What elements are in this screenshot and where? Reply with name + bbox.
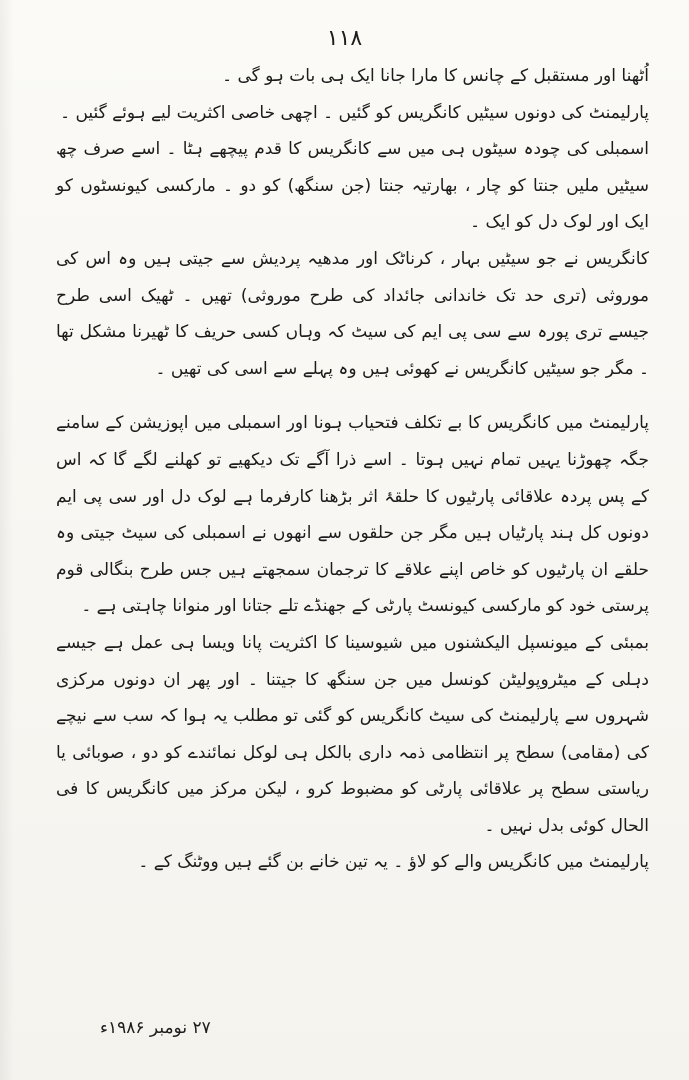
paragraph-2: پارلیمنٹ کی دونوں سیٹیں کانگریس کو گئیں ۔ اچھی خاصی اکثریت لیے ہوئے گئیں ۔ (60, 102, 649, 123)
paragraph-1: اُٹھنا اور مستقبل کے چانس کا مارا جانا ایک ہی بات ہو گی ۔ (222, 66, 649, 86)
paragraph-6: بمبئی کے میونسپل الیکشنوں میں شیوسینا کا اکثریت پانا ویسا ہی عمل ہے جیسے دہلی کے میٹروپولیٹن کونسل میں جن سنگھ کا جیتنا ۔ اور پھر ان دونوں مرکزی شہروں سے پارلیمنٹ کی سیٹ کانگریس کو گئی تو مطلب یہ ہوا کہ سب سے نیچے کی (مقامی) سطح پر انتظامی ذمہ داری بالکل ہی لوکل نمائندے کو دو ، صوبائی یا ریاستی سطح پر علاقائی پارٹی کو مضبوط کرو ، لیکن مرکز میں کانگریس کا فی الحال کوئی بدل نہیں ۔ (56, 632, 649, 836)
paragraph-5: پارلیمنٹ میں کانگریس کا بے تکلف فتحیاب ہونا اور اسمبلی میں اپوزیشن کے سامنے جگہ چھوڑنا یہیں تمام نہیں ہوتا ۔ اسے ذرا آگے تک دیکھیے تو کھلنے لگے گا کہ اس کے پس پردہ علاقائی پارٹیوں کا حلقۂ اثر بڑھنا کارفرما ہے لوک دل اور سی پی ایم دونوں کل ہند پارٹیاں ہیں مگر جن حلقوں سے انھوں نے اسمبلی کی سیٹ جیتی وہ حلقے ان پارٹیوں کو خاص اپنے علاقے کا ترجمان سمجھتے ہیں جس طرح بنگالی قوم پرستی خود کو مارکسی کیونسٹ پارٹی کے جھنڈے تلے جتانا اور منوانا چاہتی ہے ۔ (56, 413, 649, 617)
date-signature: ۲۷ نومبر ۱۹۸۶ء (100, 1018, 211, 1038)
paragraph-3: اسمبلی کی چودہ سیٹوں ہی میں سے کانگریس کا قدم پیچھے ہٹا ۔ اسے صرف چھ سیٹیں ملیں جنتا کو چار ، بھارتیہ جنتا (جن سنگھ) کو دو ۔ مارکسی کیونسٹوں کو ایک اور لوک دل کو ایک ۔ (56, 139, 649, 233)
paragraph-7: پارلیمنٹ میں کانگریس والے کو لاؤ ۔ یہ تین خانے بن گئے ہیں ووٹنگ کے ۔ (138, 852, 649, 873)
page-number: ۱۱۸ (326, 26, 363, 51)
page-body (56, 58, 649, 881)
paragraph-4: کانگریس نے جو سیٹیں بہار ، کرناٹک اور مدھیہ پردیش سے جیتی ہیں وہ اس کی موروثی (تری حد تک خاندانی جائداد کی طرح موروثی) تھیں ۔ ٹھیک اسی طرح جیسے تری پورہ سے سی پی ایم کی سیٹ کہ وہاں کسی حریف کا ٹھیرنا مشکل تھا ۔ مگر جو سیٹیں کانگریس نے کھوئی ہیں وہ پہلے سے اسی کی تھیں ۔ (56, 248, 649, 379)
